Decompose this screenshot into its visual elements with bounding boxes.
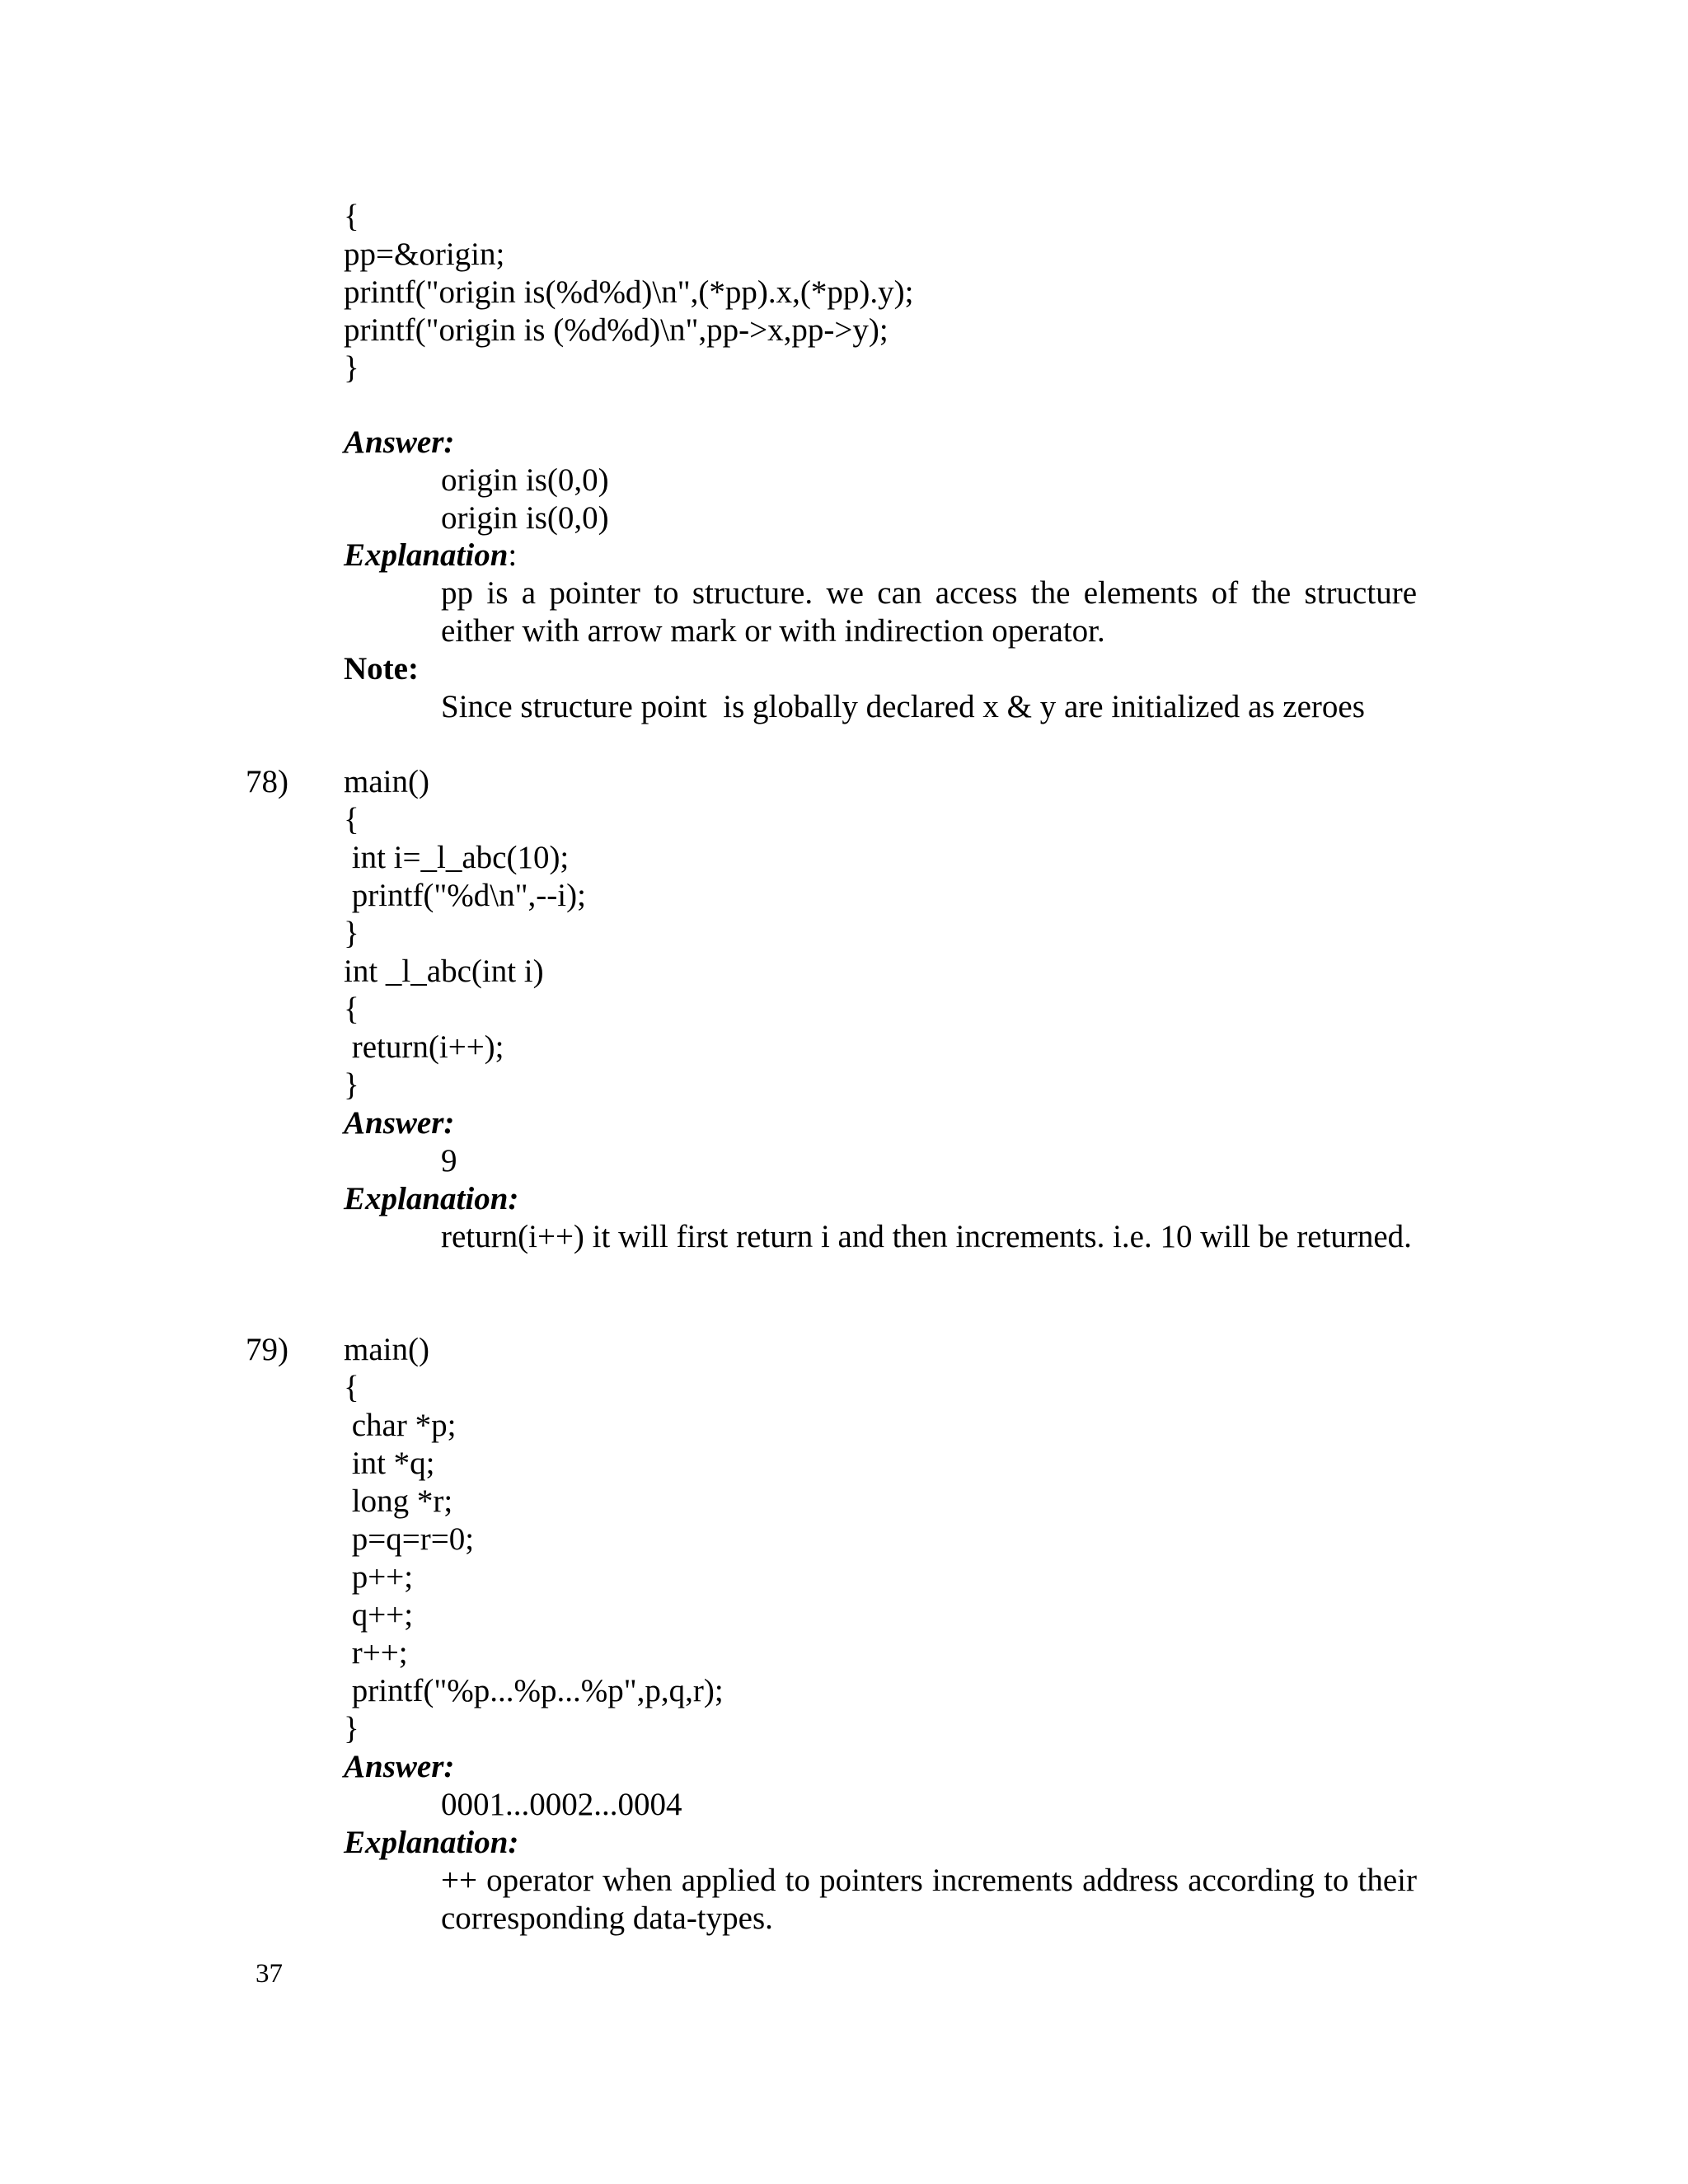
answer-heading: Answer: bbox=[344, 1105, 455, 1141]
code-line: main() bbox=[344, 1332, 429, 1367]
explanation-colon: : bbox=[508, 537, 518, 573]
code-line: char *p; bbox=[344, 1408, 457, 1443]
code-line: } bbox=[344, 1067, 359, 1103]
code-line: { bbox=[344, 199, 359, 234]
code-line: int *q; bbox=[344, 1446, 435, 1481]
code-line: } bbox=[344, 350, 359, 386]
code-line: printf("origin is(%d%d)\n",(*pp).x,(*pp).y); bbox=[344, 274, 914, 310]
question-number: 78) bbox=[246, 764, 288, 799]
note-text: Since structure point is globally declared x & y are initialized as zeroes bbox=[441, 689, 1365, 724]
explanation-label: Explanation bbox=[344, 537, 509, 573]
code-line: } bbox=[344, 1711, 359, 1746]
code-line: { bbox=[344, 802, 359, 837]
explanation-heading: Explanation: bbox=[344, 1181, 519, 1216]
answer-line: origin is(0,0) bbox=[441, 500, 609, 536]
answer-line: origin is(0,0) bbox=[441, 462, 609, 498]
code-line: q++; bbox=[344, 1597, 414, 1633]
answer-heading: Answer: bbox=[344, 1749, 455, 1784]
explanation-text: return(i++) it will first return i and then increments. i.e. 10 will be returned. bbox=[441, 1219, 1412, 1254]
page-number: 37 bbox=[256, 1959, 283, 1989]
note-heading: Note: bbox=[344, 651, 419, 687]
code-line: } bbox=[344, 916, 359, 951]
code-line: r++; bbox=[344, 1635, 408, 1671]
code-line: printf("%p...%p...%p",p,q,r); bbox=[344, 1673, 724, 1708]
code-line: pp=&origin; bbox=[344, 237, 505, 272]
code-line: int i=_l_abc(10); bbox=[344, 840, 570, 875]
answer-line: 0001...0002...0004 bbox=[441, 1787, 682, 1822]
code-line: main() bbox=[344, 764, 429, 799]
code-line: printf("origin is (%d%d)\n",pp->x,pp->y); bbox=[344, 312, 889, 348]
answer-line: 9 bbox=[441, 1143, 457, 1179]
explanation-text: pp is a pointer to structure. we can access the elements of the structure either with arrow mark or with indirection operator. bbox=[441, 575, 1417, 649]
code-line: return(i++); bbox=[344, 1029, 504, 1065]
code-line: { bbox=[344, 1370, 359, 1405]
code-line: { bbox=[344, 991, 359, 1027]
question-number: 79) bbox=[246, 1332, 288, 1367]
explanation-heading bbox=[344, 537, 517, 574]
code-line: printf("%d\n",--i); bbox=[344, 878, 586, 913]
answer-heading: Answer: bbox=[344, 424, 455, 460]
code-line: long *r; bbox=[344, 1483, 453, 1519]
code-line: p=q=r=0; bbox=[344, 1521, 475, 1557]
explanation-heading: Explanation: bbox=[344, 1825, 519, 1860]
code-line: p++; bbox=[344, 1559, 414, 1595]
code-line: int _l_abc(int i) bbox=[344, 954, 544, 989]
explanation-text: ++ operator when applied to pointers increments address according to their corresponding data-types. bbox=[441, 1863, 1417, 1936]
